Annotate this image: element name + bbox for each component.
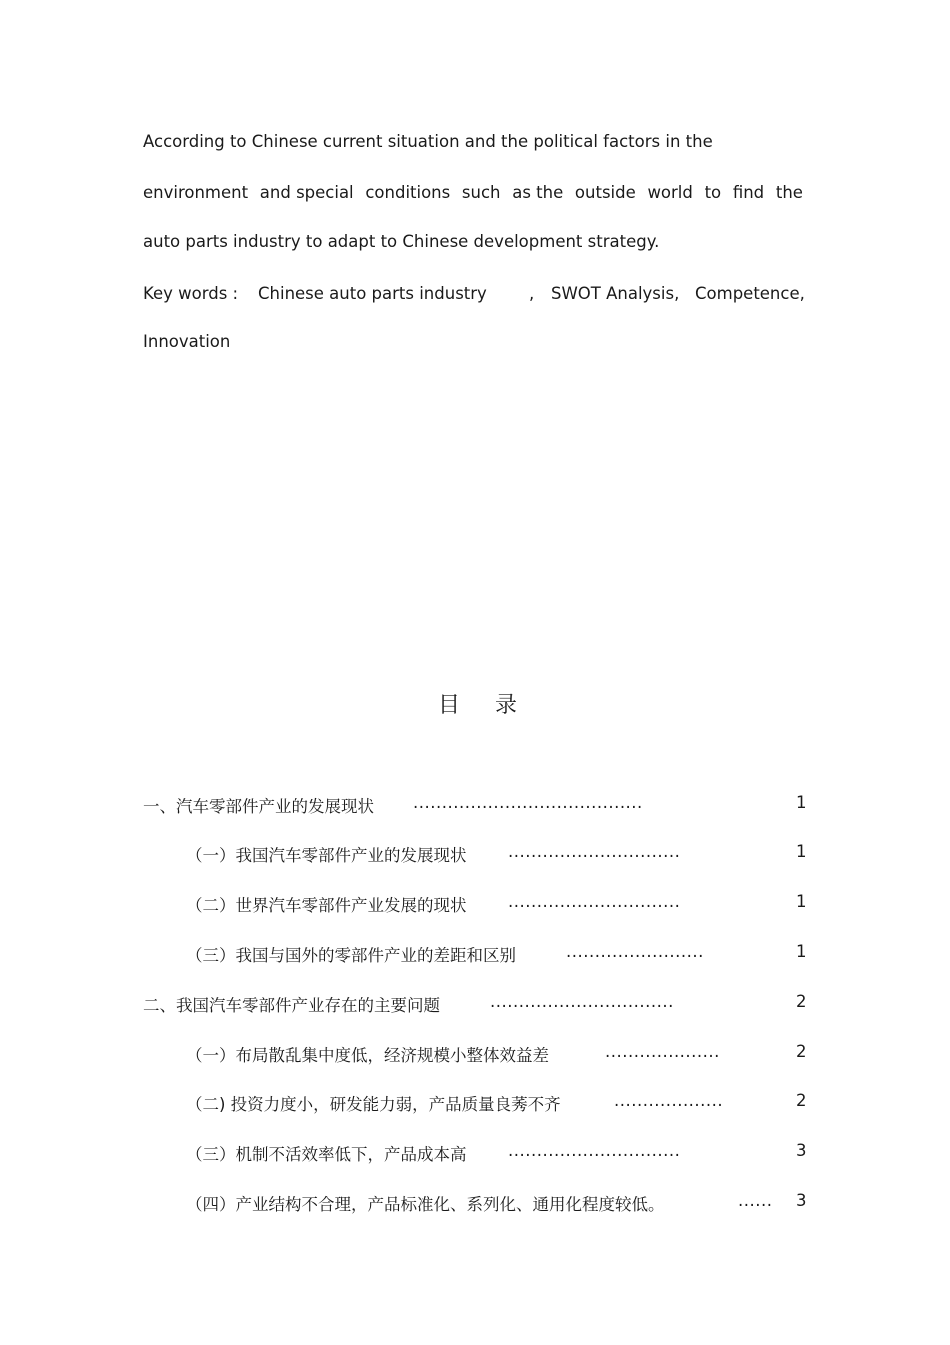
toc-leader: ................... [614,1091,724,1110]
abstract-line-3: auto parts industry to adapt to Chinese development strategy. [143,232,660,251]
keyword-3: Competence, [695,284,805,303]
keyword-2: SWOT Analysis, [551,284,680,303]
toc-page-number: 2 [796,992,807,1011]
toc-entry-text: 一、汽车零部件产业的发展现状 [143,797,374,816]
toc-leader: .................... [605,1042,720,1061]
toc-entry-text: （一）布局散乱集中度低，经济规模小整体效益差 [186,1046,549,1065]
toc-page-number: 2 [796,1042,807,1061]
toc-title [438,688,517,719]
keyword-separator: , [529,284,535,303]
toc-page-number: 1 [796,942,807,961]
toc-leader: .............................. [508,1141,681,1160]
toc-entry-text: （三）机制不活效率低下，产品成本高 [186,1145,467,1164]
word: as the [512,183,564,202]
toc-page-number: 2 [796,1091,807,1110]
toc-entry-text: （三）我国与国外的零部件产业的差距和区别 [186,946,516,965]
toc-entry-text: （一）我国汽车零部件产业的发展现状 [186,846,467,865]
word: the [775,183,803,202]
toc-entry-text: （二）世界汽车零部件产业发展的现状 [186,896,467,915]
toc-entry-text: （四）产业结构不合理，产品标准化、系列化、通用化程度较低。 [186,1195,665,1214]
keyword-1: Chinese auto parts industry [258,284,487,303]
toc-entry-text: （二) 投资力度小，研发能力弱，产品质量良莠不齐 [186,1095,561,1114]
toc-title-char: 目 [438,693,461,718]
toc-leader: ........................ [566,942,704,961]
word: environment [143,183,249,202]
keywords-label: Key words : [143,284,239,303]
word: outside [574,183,636,202]
abstract-line-2 [143,183,803,202]
toc-leader: .............................. [508,842,681,861]
abstract-line-1: According to Chinese current situation and the political factors in the [143,132,713,151]
toc-page-number: 1 [796,793,807,812]
toc-page-number: 1 [796,892,807,911]
keyword-4: Innovation [143,332,231,351]
toc-leader: ................................ [490,992,674,1011]
toc-leader: ........................................ [413,793,643,812]
word: find [732,183,765,202]
word: and special [259,183,354,202]
toc-leader: .............................. [508,892,681,911]
toc-entry-text: 二、我国汽车零部件产业存在的主要问题 [143,996,440,1015]
toc-page-number: 1 [796,842,807,861]
word: world [647,183,693,202]
word: to [704,183,722,202]
word: such [461,183,501,202]
toc-leader: ...... [738,1191,773,1210]
toc-page-number: 3 [796,1191,807,1210]
toc-title-char: 录 [495,693,518,718]
toc-page-number: 3 [796,1141,807,1160]
word: conditions [365,183,451,202]
